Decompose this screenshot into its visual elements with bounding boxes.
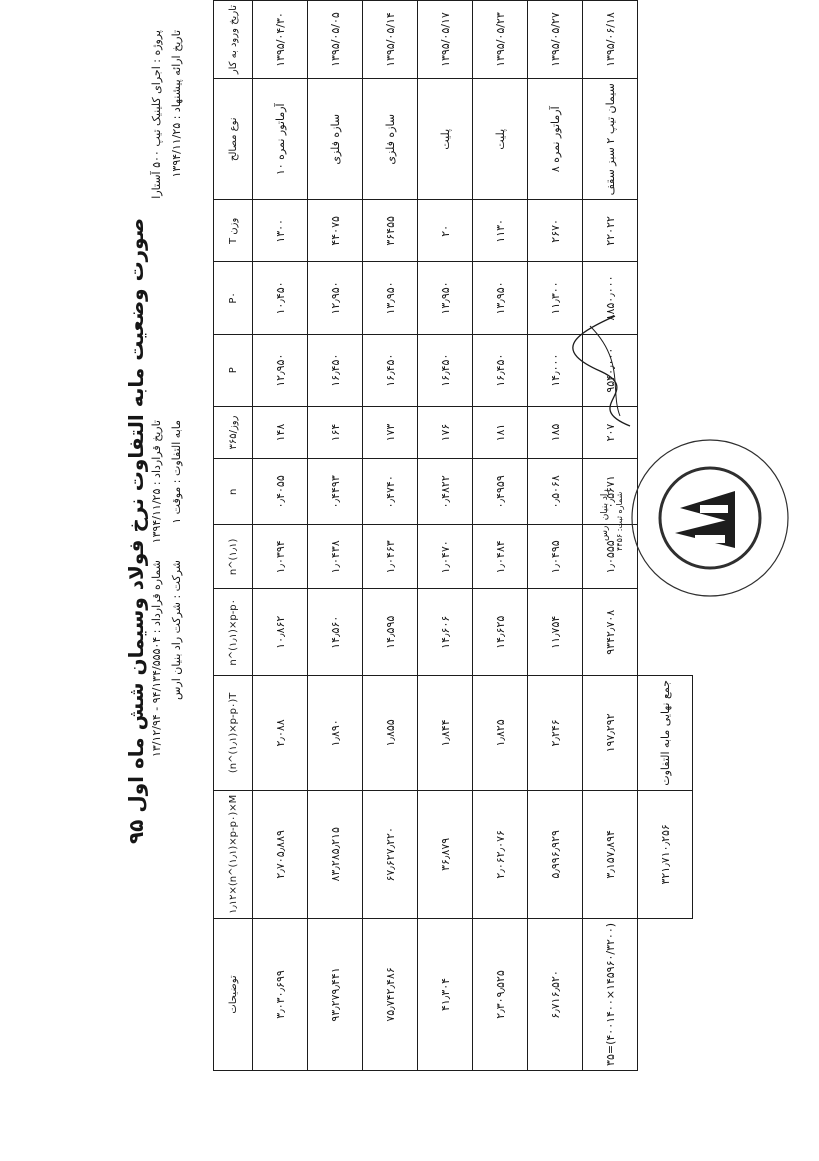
header-material: نوع مصالح	[214, 79, 253, 200]
table-cell: ۰٫۴۸۲۲	[418, 459, 473, 525]
table-cell: ۳٫۱۵۷٫۸۹۴	[583, 790, 638, 918]
table-cell: ۲٫۰۸۸	[253, 676, 308, 791]
table-row	[308, 1, 363, 1071]
stamp-subtext: شماره ثبت: ۴۴۵۶	[615, 491, 624, 551]
table-cell: ۱۳۹۵/۰۵/۰۵	[308, 1, 363, 79]
table-cell: ۶۷٫۶۲۷٫۲۲۰	[363, 790, 418, 918]
table-cell: ۳۶٫۸۷۹	[418, 790, 473, 918]
table-row	[473, 1, 528, 1071]
header-factor: (۱٫۱)^n	[214, 525, 253, 589]
table-cell: پلیت	[418, 79, 473, 200]
total-label: جمع نهایی مابه التفاوت	[638, 676, 693, 791]
table-cell: ۲٫۷۰۵٫۸۸۹	[253, 790, 308, 918]
table-cell: ۱۴٫۵۹۵	[363, 589, 418, 676]
table-cell: (۱۴۵۹۶۰/۳۲۰۰×۴۰۰۱۴۰۰)=۳۵	[583, 918, 638, 1070]
header-p0: P۰	[214, 262, 253, 334]
table-cell: ۸۳٫۲۸۵٫۲۱۵	[308, 790, 363, 918]
table-cell: ۱٫۰۳۹۴	[253, 525, 308, 589]
table-cell: ۱۷۶	[418, 406, 473, 459]
header-notes: توضیحات	[214, 918, 253, 1070]
table-cell: ۱۳۹۵/۰۵/۱۴	[363, 1, 418, 79]
table-cell: سیمان تیپ ۲ سبز سقف	[583, 79, 638, 200]
table-cell: ۱۹۷٫۲۹۲	[583, 676, 638, 791]
table-row	[253, 1, 308, 1071]
table-cell: ۰٫۴۷۴۰	[363, 459, 418, 525]
header-p: P	[214, 334, 253, 406]
table-cell: ۱۳٫۹۵۰	[418, 262, 473, 334]
table-cell: ۱٫۰۵۵۵	[583, 525, 638, 589]
table-cell: ۴۴۰۷۵	[308, 200, 363, 262]
submission-date: تاریخ ارائه پیشنهاد : ۱۳۹۴/۱۱/۲۵	[170, 30, 183, 178]
header-n: n	[214, 459, 253, 525]
table-row	[363, 1, 418, 1071]
table-cell: ۹۳۴۲٫۷۰۸	[583, 589, 638, 676]
table-cell: ۱۴٫۶۰۶	[418, 589, 473, 676]
table-cell: ۷۵٫۷۴۲٫۴۸۶	[363, 918, 418, 1070]
table-cell: سازه فلزی	[308, 79, 363, 200]
table-cell: ۱۲٫۹۵۰	[253, 334, 308, 406]
table-cell: ۱۳۹۵/۰۵/۱۷	[418, 1, 473, 79]
contract-number: شماره قرارداد : ۹۴/۱۳۴/۵۵۵۰۴ - ۱۳/۱۲/۹۴	[150, 560, 163, 758]
table-cell: ۱٫۰۴۹۵	[528, 525, 583, 589]
table-cell: ۱۱۳۰	[473, 200, 528, 262]
table-cell: ۹۳٫۲۷۹٫۴۴۱	[308, 918, 363, 1070]
stamp-text: راد بنیان ارس	[600, 489, 610, 541]
table-cell: ۱۸۵	[528, 406, 583, 459]
table-cell: ۱۳٫۹۵۰	[363, 262, 418, 334]
table-cell: ۸۸۵۰٫۰۰۰	[583, 262, 638, 334]
table-cell: ۰٫۵۶۷۱	[583, 459, 638, 525]
table-row	[418, 1, 473, 1071]
header-days: روز/۳۶۵	[214, 406, 253, 459]
table-cell: ۱۱٫۷۵۴	[528, 589, 583, 676]
header-weight: وزن T	[214, 200, 253, 262]
table-cell: ۱۳۹۵/۰۵/۲۷	[528, 1, 583, 79]
table-cell: سازه فلزی	[363, 79, 418, 200]
table-cell: ۱٫۸۵۵	[363, 676, 418, 791]
table-cell: ۱۳٫۹۵۰	[473, 262, 528, 334]
table-cell: ۳٫۰۳۰٫۶۹۹	[253, 918, 308, 1070]
table-cell: ۲٫۰۶۲٫۰۷۶	[473, 790, 528, 918]
header-date: تاریخ ورود به کار	[214, 1, 253, 79]
table-cell: ۱۴۸	[253, 406, 308, 459]
table-cell: ۰٫۴۰۵۵	[253, 459, 308, 525]
header-diff: T(p-p۰×(۱٫۱)^n)	[214, 676, 253, 791]
table-cell: ۳۶۴۵۵	[363, 200, 418, 262]
table-row	[528, 1, 583, 1071]
table-cell: ۱۴٫۵۶۰	[308, 589, 363, 676]
header-p-p0: p-p۰×(۱٫۱)^n	[214, 589, 253, 676]
table-cell: ۱۶٫۴۵۰	[418, 334, 473, 406]
table-cell: پلیت	[473, 79, 528, 200]
table-cell: ۲٫۳۰۹٫۵۲۵	[473, 918, 528, 1070]
table-cell: ۱٫۸۴۴	[418, 676, 473, 791]
table-cell: ۲٫۲۴۶	[528, 676, 583, 791]
table-cell: ۱٫۰۴۳۸	[308, 525, 363, 589]
project-line: پروژه : اجرای کلینیک تیپ ۵۰۰ آستارا	[150, 30, 163, 199]
table-cell: ۵٫۹۹۶٫۹۲۹	[528, 790, 583, 918]
table-cell: ۱۶۴	[308, 406, 363, 459]
signature-scribble	[560, 311, 650, 431]
company-line: شرکت : شرکت راد بنیان ارس	[170, 560, 183, 701]
contract-date: تاریخ قرارداد : ۱۳۹۴/۱۱/۲۵	[150, 420, 163, 544]
table-cell: ۶٫۷۱۶٫۵۲۰	[528, 918, 583, 1070]
table-header-row	[214, 1, 253, 1071]
table-cell: ۱٫۸۲۵	[473, 676, 528, 791]
table-cell: ۱٫۸۹۰	[308, 676, 363, 791]
table-cell: ۹۵۴۰٫۰۰۰	[583, 334, 638, 406]
table-cell: ۲۰	[418, 200, 473, 262]
table-cell: ۱۳۰۰	[253, 200, 308, 262]
document-title: صورت وضعیت مابه التفاوت نرخ فولاد وسیمان شش ماه اول ۹۵	[124, 217, 148, 845]
table-cell: ۱۴٫۰۰۰	[528, 334, 583, 406]
table-cell: آرماتور نمره ۸	[528, 79, 583, 200]
total-value: ۳۲۱٫۷۱۰٫۲۵۶	[638, 790, 693, 918]
table-cell: ۱۳۹۵/۰۶/۱۸	[583, 1, 638, 79]
table-cell: ۱۰٫۸۶۲	[253, 589, 308, 676]
table-cell: ۱۷۳	[363, 406, 418, 459]
table-cell: ۴۱٫۳۰۴	[418, 918, 473, 1070]
table-cell: ۱۸۱	[473, 406, 528, 459]
table-cell: ۱۰٫۴۵۰	[253, 262, 308, 334]
table-cell: ۱۱٫۳۰۰	[528, 262, 583, 334]
table-cell: ۱۳۹۵/۰۴/۳۰	[253, 1, 308, 79]
company-stamp	[625, 433, 795, 603]
table-cell: ۱۲٫۹۵۰	[308, 262, 363, 334]
table-cell: ۱۶٫۴۵۰	[363, 334, 418, 406]
table-cell: ۰٫۴۴۹۳	[308, 459, 363, 525]
table-cell: ۱٫۰۴۷۰	[418, 525, 473, 589]
table-cell: ۱٫۰۴۶۳	[363, 525, 418, 589]
table-cell: ۲۰۷	[583, 406, 638, 459]
table-cell: ۲۶۷۰	[528, 200, 583, 262]
statement-type: مابه التفاوت : موقت ۱	[170, 420, 183, 524]
table-cell: ۲۲۰۲۲	[583, 200, 638, 262]
table-cell: ۱۴٫۶۲۵	[473, 589, 528, 676]
table-cell: ۱۳۹۵/۰۵/۲۳	[473, 1, 528, 79]
table-cell: ۰٫۴۹۵۹	[473, 459, 528, 525]
header-t-diff: M×(p-p۰×(۱٫۱)^n)×۱٫۱۲	[214, 790, 253, 918]
table-cell: ۱٫۰۴۸۴	[473, 525, 528, 589]
table-cell: آرماتور نمره ۱۰	[253, 79, 308, 200]
table-cell: ۰٫۵۰۶۸	[528, 459, 583, 525]
table-cell: ۱۶٫۴۵۰	[308, 334, 363, 406]
table-cell: ۱۶٫۴۵۰	[473, 334, 528, 406]
